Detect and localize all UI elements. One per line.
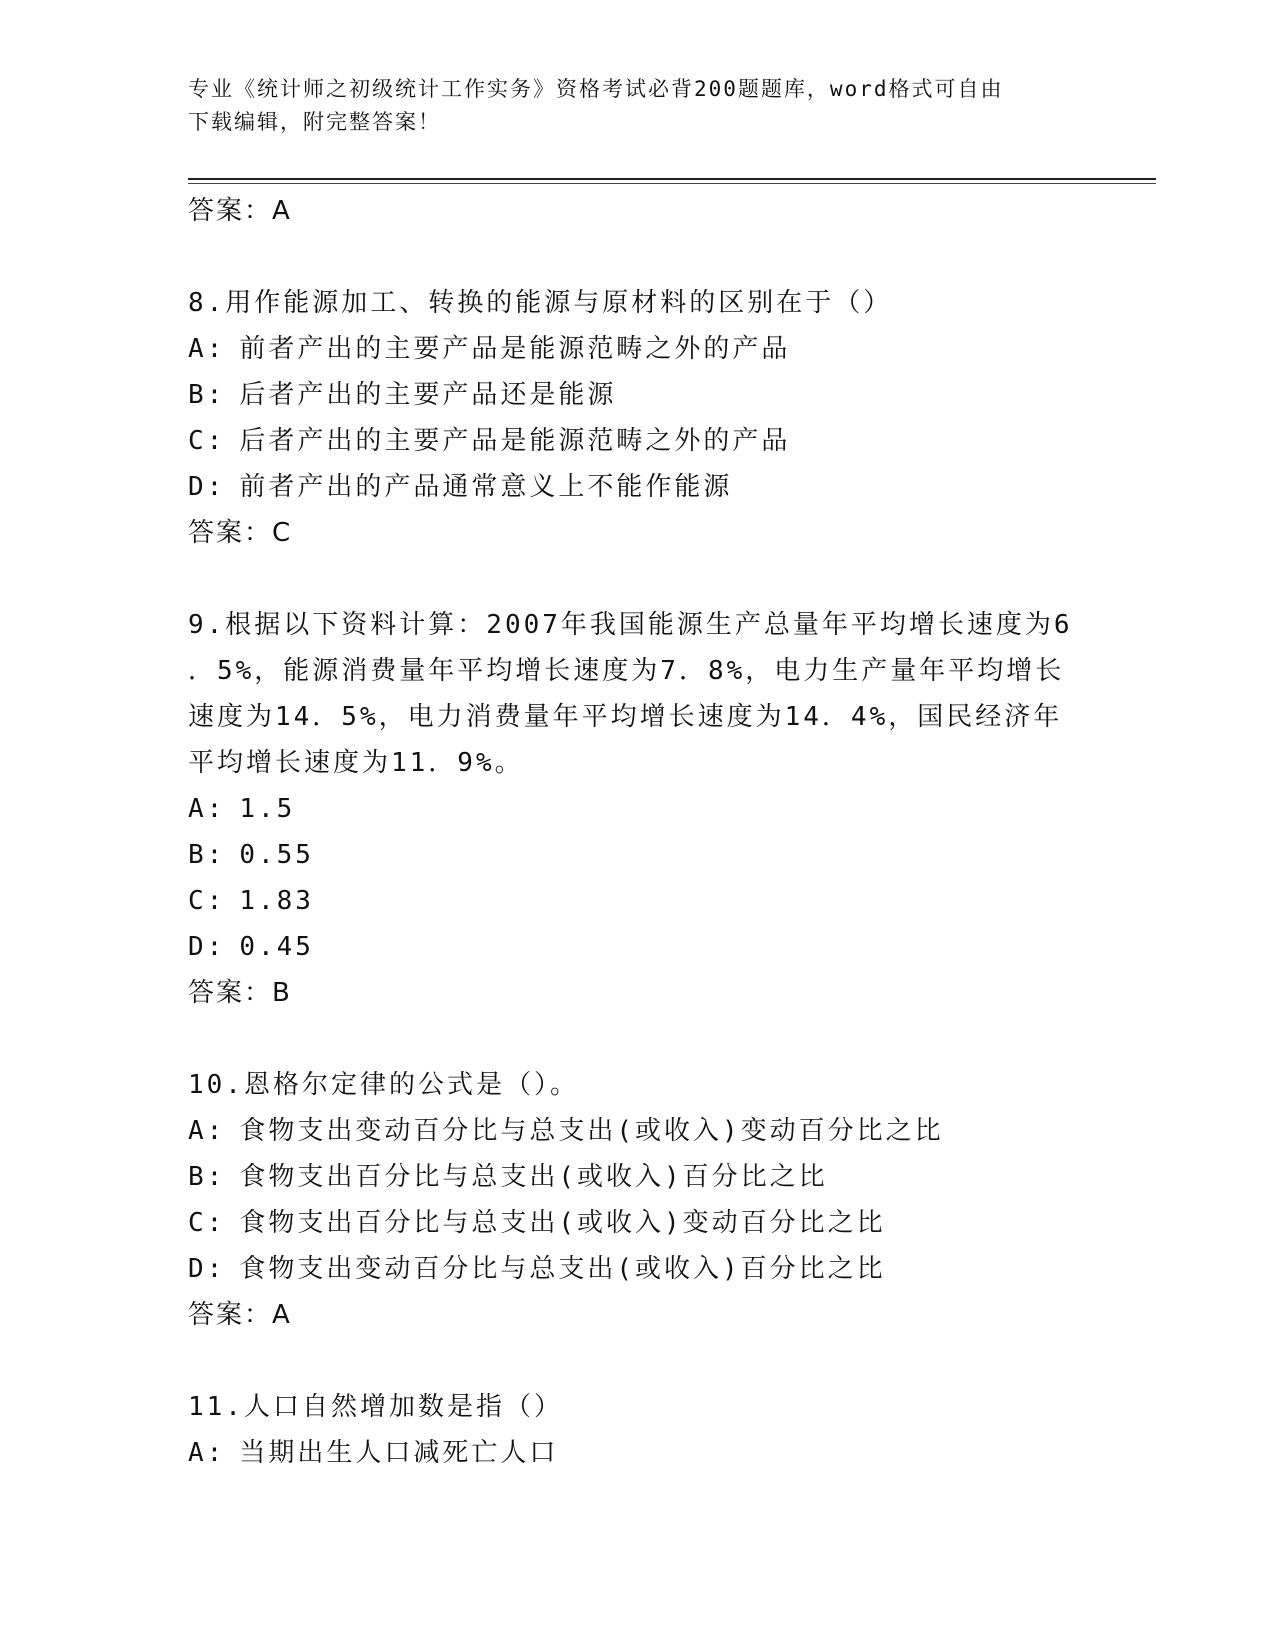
option-text: 1.5 [239, 794, 296, 824]
question-text-line-3: 速度为14．5%，电力消费量年平均增长速度为14．4%，国民经济年 [188, 702, 1063, 732]
option-text: 前者产出的主要产品是能源范畴之外的产品 [239, 334, 791, 364]
option-letter: B: [188, 840, 226, 870]
question-text-line-2: ．5%，能源消费量年平均增长速度为7．8%，电力生产量年平均增长 [188, 656, 1065, 686]
option-a [188, 786, 1118, 832]
option-letter: A: [188, 334, 226, 364]
option-letter: B: [188, 1162, 226, 1192]
header-rule-thin [188, 183, 1156, 184]
question-text: 10.恩格尔定律的公式是（）。 [188, 1070, 579, 1100]
option-d [188, 1246, 1118, 1292]
option-d [188, 924, 1118, 970]
option-letter: B: [188, 380, 226, 410]
option-text: 食物支出百分比与总支出(或收入)百分比之比 [239, 1162, 828, 1192]
document-header [188, 73, 1088, 139]
option-letter: D: [188, 472, 226, 502]
question-text-line-1: 9.根据以下资料计算：2007年我国能源生产总量年平均增长速度为6 [188, 610, 1073, 640]
option-d [188, 464, 1118, 510]
header-rule-thick [188, 178, 1156, 180]
option-a [188, 326, 1118, 372]
option-b [188, 372, 1118, 418]
question-text-line-4: 平均增长速度为11．9%。 [188, 748, 524, 778]
option-c [188, 1200, 1118, 1246]
option-text: 前者产出的产品通常意义上不能作能源 [239, 472, 733, 502]
document-content [188, 188, 1118, 1476]
answer-previous: 答案：A [188, 196, 292, 226]
option-text: 0.45 [239, 932, 314, 962]
answer-8: 答案：C [188, 518, 293, 548]
option-c [188, 418, 1118, 464]
option-text: 食物支出变动百分比与总支出(或收入)变动百分比之比 [239, 1116, 944, 1146]
option-b [188, 1154, 1118, 1200]
question-11 [188, 1384, 1118, 1476]
option-text: 后者产出的主要产品还是能源 [239, 380, 617, 410]
option-text: 0.55 [239, 840, 314, 870]
option-text: 食物支出变动百分比与总支出(或收入)百分比之比 [239, 1254, 886, 1284]
question-10 [188, 1062, 1118, 1338]
option-letter: A: [188, 794, 226, 824]
question-8 [188, 280, 1118, 556]
option-text: 后者产出的主要产品是能源范畴之外的产品 [239, 426, 791, 456]
option-text: 食物支出百分比与总支出(或收入)变动百分比之比 [239, 1208, 886, 1238]
answer-10: 答案：A [188, 1300, 292, 1330]
option-c [188, 878, 1118, 924]
option-letter: A: [188, 1438, 226, 1468]
option-b [188, 832, 1118, 878]
option-letter: D: [188, 1254, 226, 1284]
question-9 [188, 602, 1118, 1016]
option-letter: D: [188, 932, 226, 962]
option-a [188, 1108, 1118, 1154]
option-letter: C: [188, 1208, 226, 1238]
option-a [188, 1430, 1118, 1476]
header-line-2: 下载编辑，附完整答案！ [188, 110, 441, 134]
option-text: 当期出生人口减死亡人口 [239, 1438, 559, 1468]
option-letter: C: [188, 426, 226, 456]
answer-9: 答案：B [188, 978, 292, 1008]
option-text: 1.83 [239, 886, 314, 916]
question-text: 8.用作能源加工、转换的能源与原材料的区别在于（） [188, 288, 893, 318]
option-letter: C: [188, 886, 226, 916]
header-line-1: 专业《统计师之初级统计工作实务》资格考试必背200题题库，word格式可自由 [188, 77, 1004, 101]
option-letter: A: [188, 1116, 226, 1146]
question-text: 11.人口自然增加数是指（） [188, 1392, 563, 1422]
